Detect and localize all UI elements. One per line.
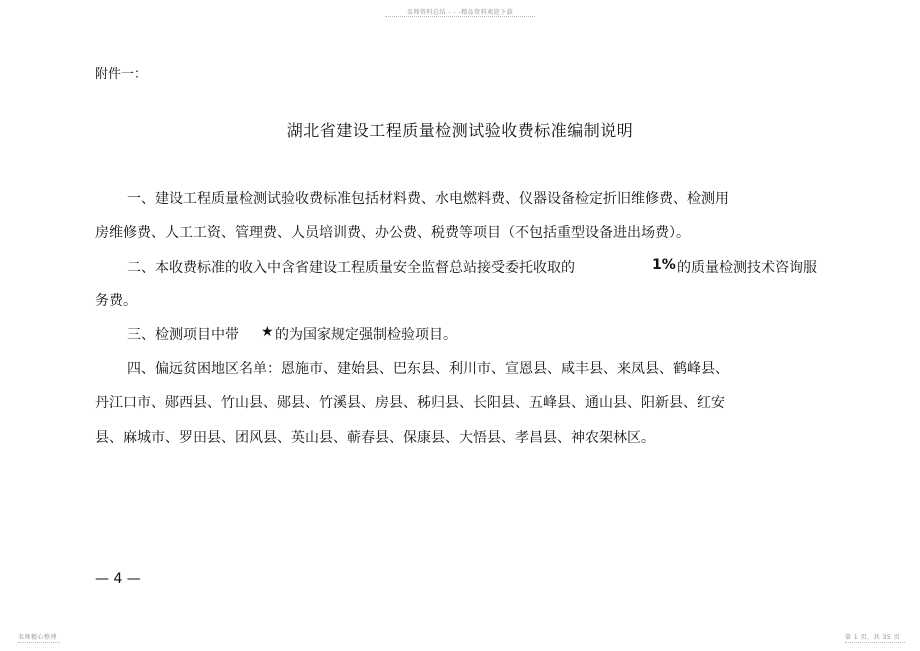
header-dotted-rule (385, 16, 535, 17)
item2-line2: 务费。 (95, 293, 137, 309)
page-number: — 4 — (95, 571, 141, 587)
footer-dotted-rule-right (845, 642, 905, 643)
item4-line1: 四、偏远贫困地区名单：恩施市、建始县、巴东县、利川市、宣恩县、咸丰县、来凤县、鹤峰县、 (127, 361, 729, 377)
footer-dotted-rule-left (18, 642, 60, 643)
item3-part2: 的为国家规定强制检验项目。 (275, 327, 457, 343)
document-title: 湖北省建设工程质量检测试验收费标准编制说明 (286, 121, 634, 140)
item4-line2: 丹江口市、郧西县、竹山县、郧县、竹溪县、房县、秭归县、长阳县、五峰县、通山县、阳新县、红安 (95, 395, 725, 411)
footer-page-counter: 第 1 页，共 35 页 (845, 634, 901, 641)
item1-line1: 一、建设工程质量检测试验收费标准包括材料费、水电燃料费、仪器设备检定折旧维修费、检测用 (127, 191, 729, 207)
item2-line1-part2: 的质量检测技术咨询服 (677, 260, 817, 276)
item2-percentage: 1% (652, 257, 676, 273)
footer-watermark-left: 名师精心整理 (18, 634, 58, 641)
item1-line2: 房维修费、人工工资、管理费、人员培训费、办公费、税费等项目（不包括重型设备进出场费）。 (95, 225, 690, 241)
star-icon: ★ (261, 324, 274, 340)
item4-line3: 县、麻城市、罗田县、团风县、英山县、蕲春县、保康县、大悟县、孝昌县、神农架林区。 (95, 430, 655, 446)
item2-line1-part1: 二、本收费标准的收入中含省建设工程质量安全监督总站接受委托收取的 (127, 260, 575, 276)
header-watermark: 名师资料总结 - - -精品资料欢迎下载 (406, 9, 514, 16)
item3-part1: 三、检测项目中带 (127, 327, 239, 343)
annex-label: 附件一： (95, 67, 148, 82)
